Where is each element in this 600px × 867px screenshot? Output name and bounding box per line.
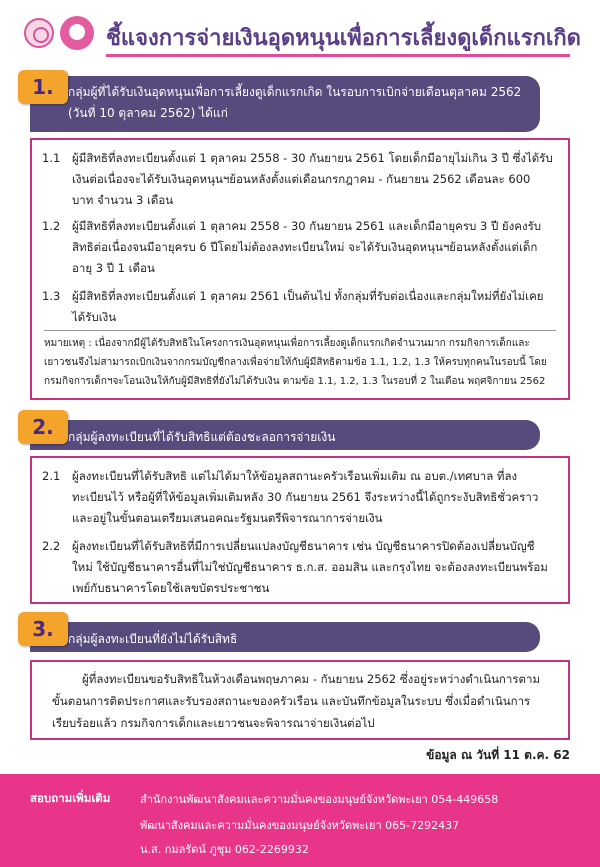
list-item <box>42 148 554 211</box>
section-1-note: หมายเหตุ : เนื่องจากมีผู้ได้รับสิทธิในโครงการเงินอุดหนุนเพื่อการเลี้ยงดูเด็กแรกเกิดจำนวนมาก กรมกิจการเด็กและเยาวชนจึงไม่สามารถเบิกเงินจากกรมบัญชีกลางเพื่อจ่ายให้กับผู้มีสิทธิตามข้อ 1.1, 1.2, 1.3 ให้ครบทุกคนในรอบนี้ โดยกรมกิจการเด็กฯจะโอนเงินให้กับผู้มีสิทธิที่ยังไม่ได้รับเงิน ตามข้อ 1.1, 1.2, 1.3 ในรอบที่ 2 ในเดือน พฤศจิกายน 2562 <box>44 338 547 387</box>
section-1-header <box>30 76 540 132</box>
contact-line-1: สำนักงานพัฒนาสังคมและความมั่นคงของมนุษย์จังหวัดพะเยา 054-449658 <box>140 793 499 806</box>
section-3-number-badge: 3. <box>18 612 68 646</box>
section-2-number-badge: 2. <box>18 410 68 444</box>
section-3-paragraph: ผู้ที่ลงทะเบียนขอรับสิทธิในห้วงเดือนพฤษภาคม - กันยายน 2562 ซึ่งอยู่ระหว่างดำเนินการตามขั้นตอนการติดประกาศและรับรองสถานะของครัวเรือน และบันทึกข้อมูลในระบบ ซึ่งเมื่อดำเนินการเรียบร้อยแล้ว กรมกิจการเด็กและเยาวชนจะพิจารณาจ่ายเงินต่อไป <box>52 672 541 730</box>
list-item <box>42 536 554 599</box>
ministry-logo-icon <box>24 18 54 48</box>
list-item <box>42 216 554 279</box>
data-date: ข้อมูล ณ วันที่ 11 ต.ค. 62 <box>426 748 570 762</box>
section-3-box <box>30 660 570 740</box>
item-number: 1.1 <box>42 151 61 165</box>
item-text: ผู้มีสิทธิที่ลงทะเบียนตั้งแต่ 1 ตุลาคม 2558 - 30 กันยายน 2561 โดยเด็กมีอายุไม่เกิน 3 ปี ซึ่งได้รับเงินต่อเนื่องจะได้รับเงินอุดหนุนฯย้อนหลังตั้งแต่เดือนกรกฎาคม - กันยายน 2562 เดือนละ 600 บาท จำนวน 3 เดือน <box>72 151 553 207</box>
contact-line-2: พัฒนาสังคมและความมั่นคงของมนุษย์จังหวัดพะเยา 065-7292437 <box>140 819 460 832</box>
page-title: ชี้แจงการจ่ายเงินอุดหนุนเพื่อการเลี้ยงดูเด็กแรกเกิด <box>106 26 581 51</box>
contact-footer <box>0 774 600 867</box>
section-2-header <box>30 420 540 450</box>
item-number: 2.1 <box>42 469 61 483</box>
section-1-box <box>30 138 570 400</box>
item-text: ผู้มีสิทธิที่ลงทะเบียนตั้งแต่ 1 ตุลาคม 2561 เป็นต้นไป ทั้งกลุ่มที่รับต่อเนื่องและกลุ่มใหม่ที่ยังไม่เคยได้รับเงิน <box>72 289 544 324</box>
item-text: ผู้มีสิทธิที่ลงทะเบียนตั้งแต่ 1 ตุลาคม 2558 - 30 กันยายน 2561 และเด็กมีอายุครบ 3 ปี ยังคงรับสิทธิต่อเนื่องจนมีอายุครบ 6 ปีโดยไม่ต้องลงทะเบียนใหม่ จะได้รับเงินอุดหนุนฯย้อนหลังตั้งแต่เด็กอายุ 3 ปี 1 เดือน <box>72 219 542 275</box>
mother-child-logo-icon <box>60 16 94 50</box>
contact-line-3: น.ส. กมลรัตน์ ภูชุม 062-2269932 <box>140 843 309 856</box>
list-item <box>42 286 554 328</box>
list-item <box>42 466 554 529</box>
section-2-title: กลุ่มผู้ลงทะเบียนที่ได้รับสิทธิแต่ต้องชะลอการจ่ายเงิน <box>68 430 336 444</box>
item-number: 1.2 <box>42 219 61 233</box>
section-1-number-badge: 1. <box>18 70 68 104</box>
item-text: ผู้ลงทะเบียนที่ได้รับสิทธิที่มีการเปลี่ยนแปลงบัญชีธนาคาร เช่น บัญชีธนาคารปิดต้องเปลี่ยนบัญชีใหม่ ใช้บัญชีธนาคารอื่นที่ไม่ใช่บัญชีธนาคาร ธ.ก.ส. ออมสิน และกรุงไทย จะต้องลงทะเบียนพร้อมเพย์กับธนาคารโดยใช้เลขบัตรประชาชน <box>72 539 548 595</box>
item-text: ผู้ลงทะเบียนที่ได้รับสิทธิ แต่ไม่ได้มาให้ข้อมูลสถานะครัวเรือนเพิ่มเติม ณ อบต./เทศบาล ที่ลงทะเบียนไว้ หรือผู้ที่ให้ข้อมูลเพิ่มเติมหลัง 30 กันยายน 2561 จึงระหว่างนี้ได้ถูกระงับสิทธิชั่วคราว และอยู่ในขั้นตอนเตรียมเสนอคณะรัฐมนตรีพิจารณาการจ่ายเงิน <box>72 469 539 525</box>
section-1-title: กลุ่มผู้ที่ได้รับเงินอุดหนุนเพื่อการเลี้ยงดูเด็กแรกเกิด ในรอบการเบิกจ่ายเดือนตุลาคม 2562 (วันที่ 10 ตุลาคม 2562) ได้แก่ <box>68 85 522 120</box>
item-number: 2.2 <box>42 539 61 553</box>
note-divider <box>44 330 556 331</box>
section-3-header <box>30 622 540 652</box>
item-number: 1.3 <box>42 289 61 303</box>
header <box>0 0 600 66</box>
section-3-title: กลุ่มผู้ลงทะเบียนที่ยังไม่ได้รับสิทธิ <box>68 632 238 646</box>
section-2-box <box>30 456 570 604</box>
contact-label: สอบถามเพิ่มเติม <box>30 791 111 805</box>
title-underline <box>106 54 570 57</box>
